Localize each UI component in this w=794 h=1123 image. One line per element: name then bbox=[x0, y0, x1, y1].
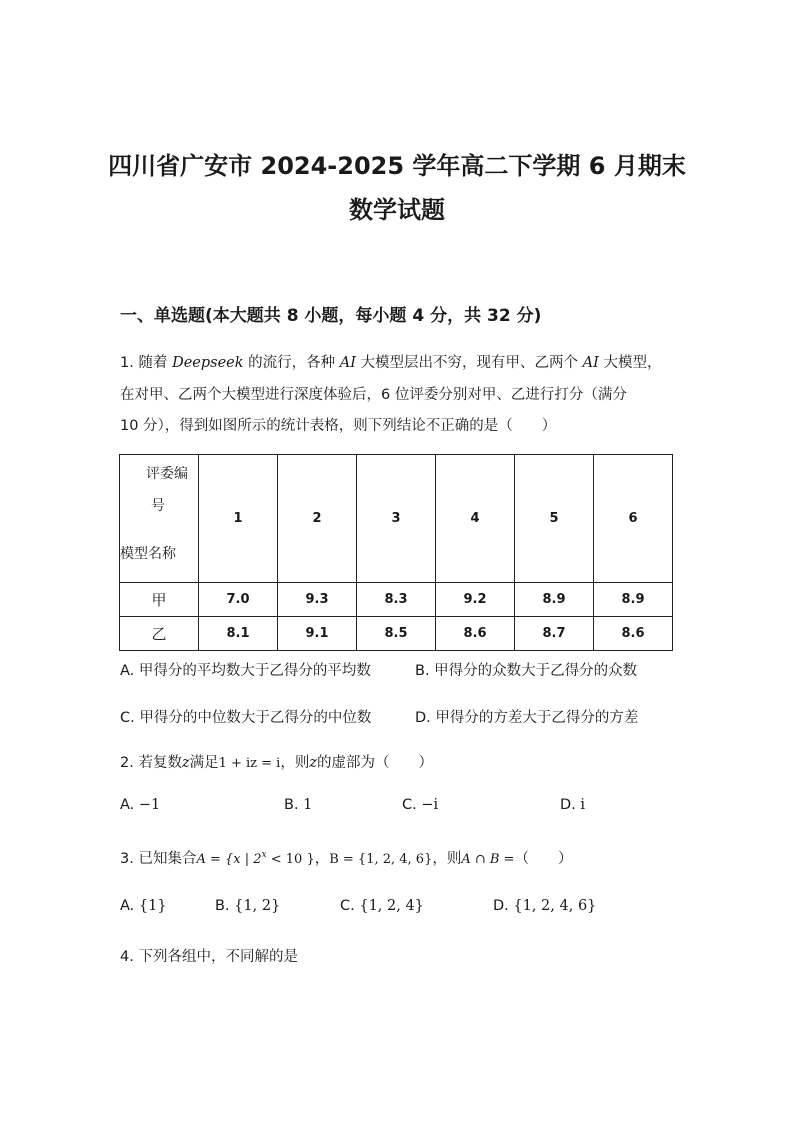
q2-stem: 2. 若复数z满足1 + iz = i，则z的虚部为（ ） bbox=[120, 755, 433, 771]
q2-option-a: A. −1 bbox=[120, 797, 161, 813]
table-cell: 8.5 bbox=[357, 617, 436, 651]
table-row bbox=[120, 583, 673, 617]
q1-option-b: B. 甲得分的众数大于乙得分的众数 bbox=[415, 663, 638, 679]
table-row bbox=[120, 617, 673, 651]
q4-stem: 4. 下列各组中，不同解的是 bbox=[120, 949, 298, 965]
q3-option-a: A. {1} bbox=[120, 898, 167, 914]
table-cell: 9.3 bbox=[278, 583, 357, 617]
row-label: 甲 bbox=[120, 583, 199, 617]
table-cell: 8.6 bbox=[436, 617, 515, 651]
header-judge-label-cont: 号 bbox=[151, 498, 165, 514]
q2-option-c: C. −i bbox=[402, 797, 439, 813]
q1-line-3: 10 分），得到如图所示的统计表格，则下列结论不正确的是（ ） bbox=[120, 418, 557, 434]
header-judge-label: 评委编 bbox=[146, 466, 188, 482]
q1-option-d: D. 甲得分的方差大于乙得分的方差 bbox=[415, 710, 639, 726]
score-table bbox=[119, 454, 673, 651]
table-cell: 8.9 bbox=[594, 583, 673, 617]
table-cell: 8.7 bbox=[515, 617, 594, 651]
q3-stem: 3. 已知集合A = {x | $2^x < 10$ }，B = {1, 2, 4, 6}，则A ∩ B =（ ） bbox=[120, 850, 573, 867]
column-header: 6 bbox=[594, 455, 673, 583]
q1-line-2: 在对甲、乙两个大模型进行深度体验后，6 位评委分别对甲、乙进行打分（满分 bbox=[120, 387, 627, 403]
title-line-1: 四川省广安市 2024-2025 学年高二下学期 6 月期末 bbox=[108, 152, 686, 180]
q1-line-1: 1. 随着 Deepseek 的流行，各种 AI 大模型层出不穷，现有甲、乙两个 AI 大模型， bbox=[120, 355, 662, 371]
column-header: 4 bbox=[436, 455, 515, 583]
table-cell: 7.0 bbox=[199, 583, 278, 617]
column-header: 1 bbox=[199, 455, 278, 583]
table-cell: 9.2 bbox=[436, 583, 515, 617]
table-cell: 8.6 bbox=[594, 617, 673, 651]
q3-option-c: C. {1, 2, 4} bbox=[340, 898, 424, 914]
column-header: 2 bbox=[278, 455, 357, 583]
table-cell: 9.1 bbox=[278, 617, 357, 651]
table-cell: 8.1 bbox=[199, 617, 278, 651]
q3-option-d: D. {1, 2, 4, 6} bbox=[493, 898, 597, 914]
q3-option-b: B. {1, 2} bbox=[215, 898, 281, 914]
column-header: 5 bbox=[515, 455, 594, 583]
title-line-2: 数学试题 bbox=[349, 196, 445, 224]
section-heading: 一、单选题(本大题共 8 小题，每小题 4 分，共 32 分) bbox=[120, 306, 542, 326]
table-corner-header bbox=[120, 455, 199, 583]
table-header-row bbox=[120, 455, 673, 583]
column-header: 3 bbox=[357, 455, 436, 583]
table-cell: 8.9 bbox=[515, 583, 594, 617]
row-label: 乙 bbox=[120, 617, 199, 651]
q2-option-b: B. 1 bbox=[284, 797, 313, 813]
q1-option-a: A. 甲得分的平均数大于乙得分的平均数 bbox=[120, 663, 371, 679]
q2-option-d: D. i bbox=[560, 797, 586, 813]
table-cell: 8.3 bbox=[357, 583, 436, 617]
q1-option-c: C. 甲得分的中位数大于乙得分的中位数 bbox=[120, 710, 372, 726]
header-model-label: 模型名称 bbox=[120, 546, 176, 562]
